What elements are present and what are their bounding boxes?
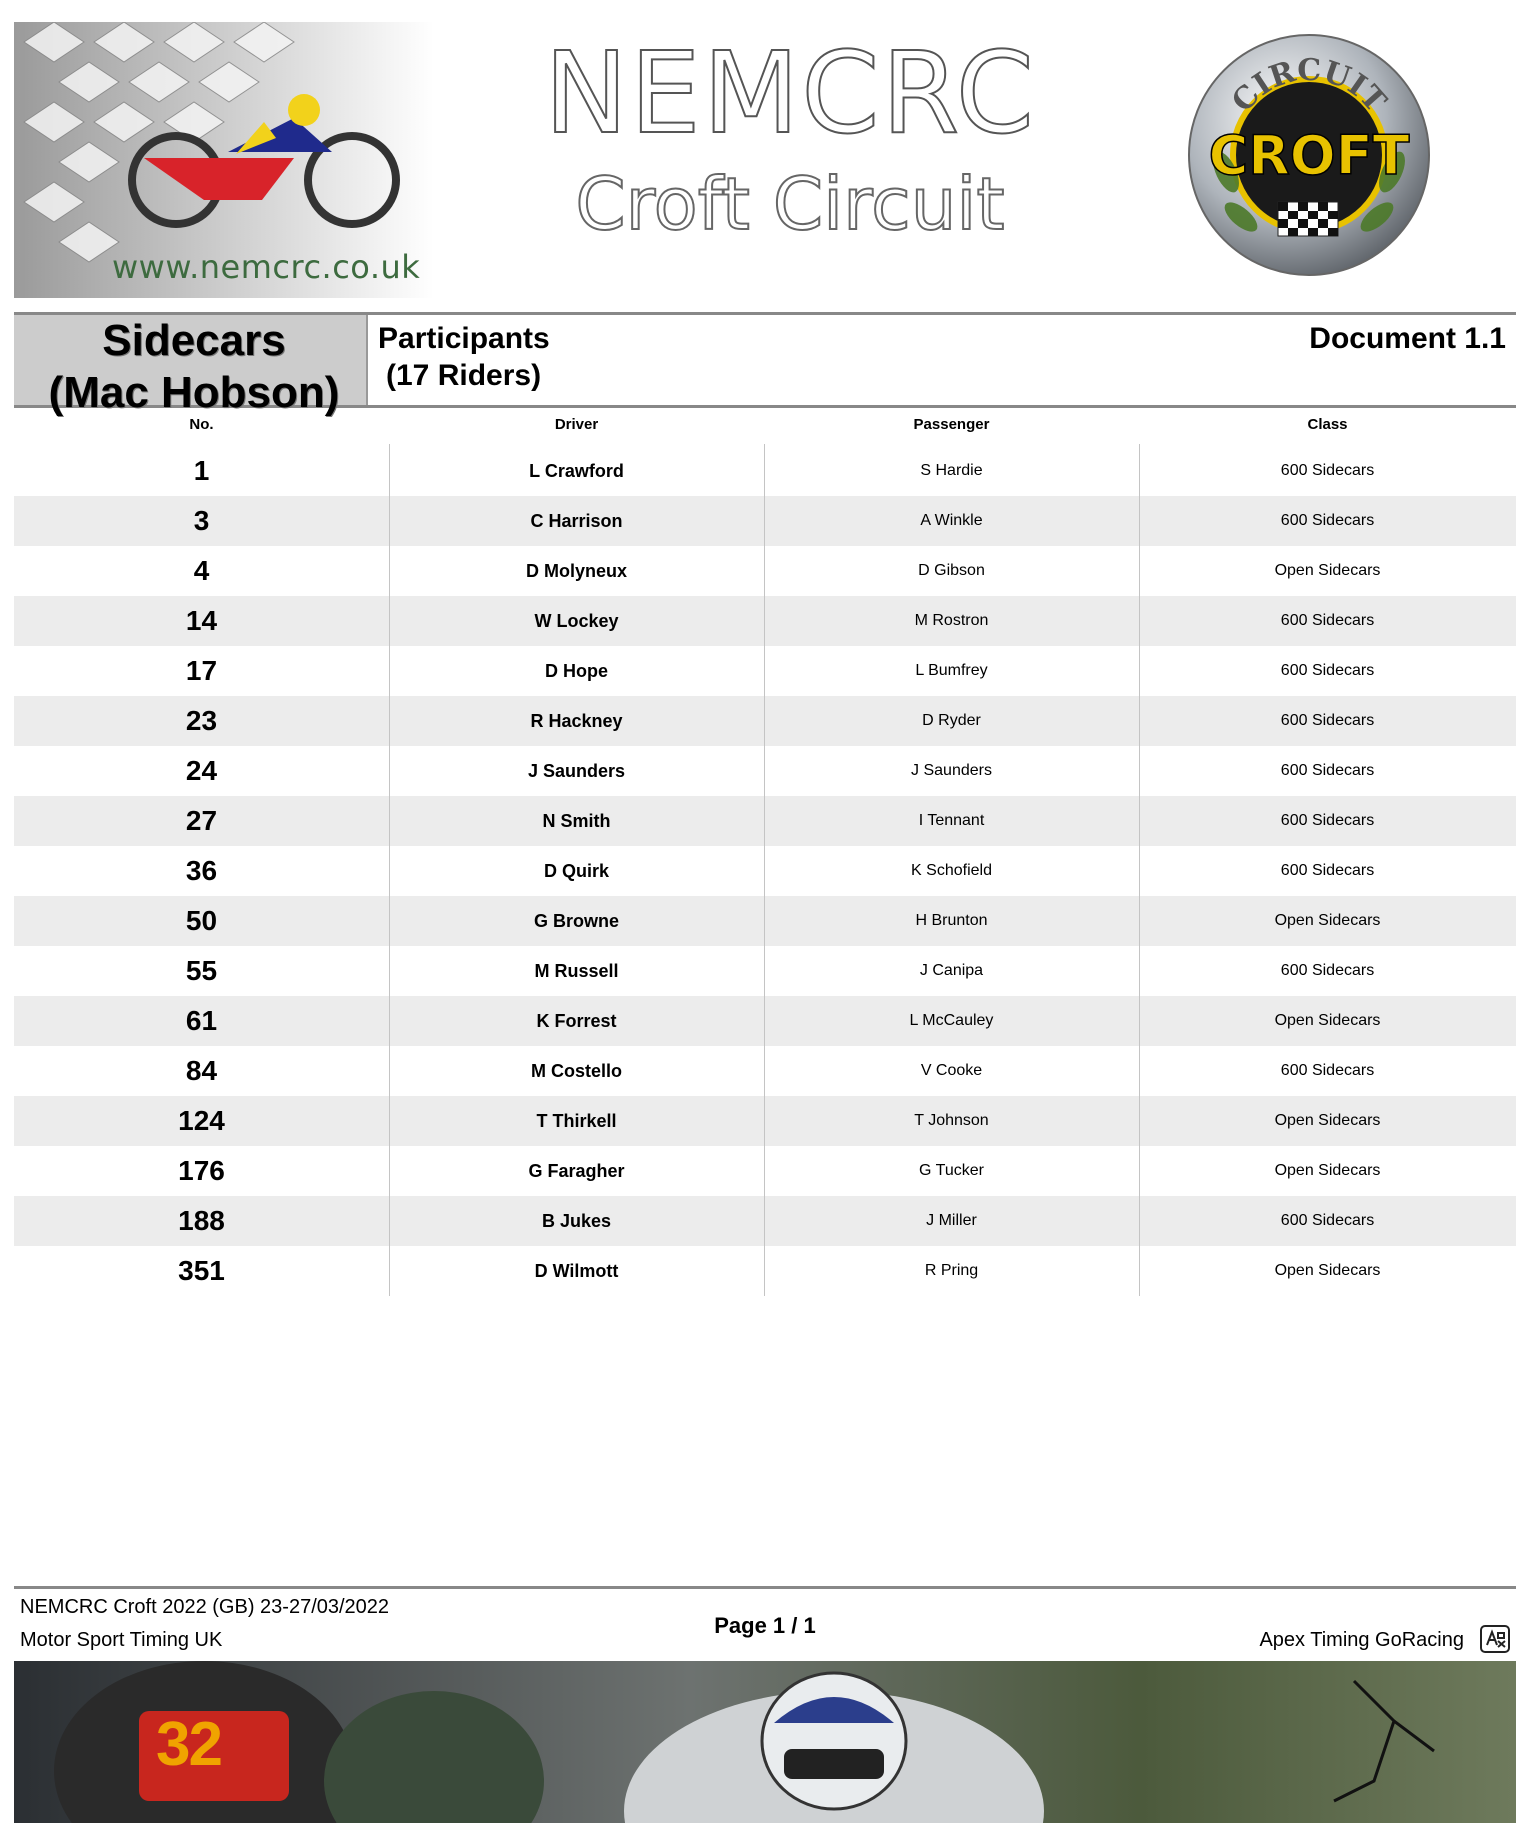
croft-ring-text: CIRCUIT bbox=[1225, 52, 1393, 120]
table-body bbox=[14, 446, 1516, 1296]
driver-name: M Russell bbox=[534, 961, 619, 981]
footer-timing-line: Motor Sport Timing UK bbox=[20, 1629, 223, 1651]
driver-name: D Quirk bbox=[543, 861, 609, 881]
table-row bbox=[14, 746, 1516, 796]
passenger-name: L Bumfrey bbox=[915, 662, 988, 679]
event-name: Sidecars (Mac Hobson) bbox=[48, 316, 340, 417]
table-row bbox=[14, 646, 1516, 696]
croft-logo bbox=[1186, 32, 1432, 278]
driver-name: L Crawford bbox=[529, 461, 624, 481]
nemcrc-logo bbox=[14, 22, 434, 298]
table-row bbox=[14, 996, 1516, 1046]
class-name: 600 Sidecars bbox=[1280, 712, 1375, 729]
table-row bbox=[14, 896, 1516, 946]
class-name: 600 Sidecars bbox=[1280, 812, 1375, 829]
passenger-name: K Schofield bbox=[911, 862, 992, 879]
passenger-name: J Canipa bbox=[919, 962, 984, 979]
passenger-name: D Ryder bbox=[922, 712, 981, 729]
class-name: 600 Sidecars bbox=[1280, 512, 1375, 529]
title-row bbox=[14, 312, 1516, 417]
rider-number: 84 bbox=[185, 1055, 218, 1086]
column-divider bbox=[1139, 444, 1140, 1296]
driver-name: D Wilmott bbox=[534, 1261, 619, 1281]
class-name: 600 Sidecars bbox=[1280, 462, 1375, 479]
class-name: Open Sidecars bbox=[1274, 1112, 1381, 1129]
column-divider bbox=[389, 444, 390, 1296]
table-row bbox=[14, 1196, 1516, 1246]
driver-name: D Molyneux bbox=[525, 561, 627, 581]
driver-name: W Lockey bbox=[534, 611, 619, 631]
driver-name: N Smith bbox=[542, 811, 611, 831]
rider-number: 351 bbox=[178, 1255, 225, 1286]
table-row bbox=[14, 496, 1516, 546]
passenger-name: H Brunton bbox=[915, 912, 988, 929]
croft-logo-text: CROFT bbox=[1208, 124, 1410, 187]
column-header-driver: Driver bbox=[554, 416, 599, 433]
passenger-name: R Pring bbox=[924, 1262, 979, 1279]
rider-number: 14 bbox=[185, 605, 218, 636]
table-row bbox=[14, 1146, 1516, 1196]
column-divider bbox=[764, 444, 765, 1296]
table-row bbox=[14, 596, 1516, 646]
header-banner bbox=[0, 0, 1536, 310]
rider-number: 61 bbox=[185, 1005, 218, 1036]
passenger-name: M Rostron bbox=[914, 612, 989, 629]
rider-number: 23 bbox=[185, 705, 218, 736]
rider-number: 1 bbox=[193, 455, 210, 486]
class-name: 600 Sidecars bbox=[1280, 612, 1375, 629]
document-title: Participants bbox=[378, 322, 550, 355]
driver-name: M Costello bbox=[530, 1061, 622, 1081]
rider-number: 24 bbox=[185, 755, 218, 786]
page-number: Page 1 / 1 bbox=[714, 1613, 816, 1638]
column-header-no: No. bbox=[189, 416, 214, 433]
driver-name: C Harrison bbox=[530, 511, 623, 531]
circuit-title: Croft Circuit bbox=[575, 162, 1005, 246]
rider-number: 55 bbox=[185, 955, 218, 986]
rider-number: 176 bbox=[178, 1155, 225, 1186]
class-name: 600 Sidecars bbox=[1280, 1062, 1375, 1079]
table-row bbox=[14, 1096, 1516, 1146]
table-row bbox=[14, 946, 1516, 996]
passenger-name: A Winkle bbox=[920, 512, 983, 529]
rider-number: 17 bbox=[185, 655, 218, 686]
race-photo-image bbox=[14, 1661, 1516, 1823]
website-url: www.nemcrc.co.uk bbox=[112, 248, 421, 286]
document-version: Document 1.1 bbox=[1309, 322, 1506, 355]
class-name: Open Sidecars bbox=[1274, 1162, 1381, 1179]
passenger-name: J Saunders bbox=[911, 762, 992, 779]
passenger-name: T Johnson bbox=[914, 1112, 989, 1129]
rider-number: 50 bbox=[185, 905, 218, 936]
event-box bbox=[14, 315, 368, 417]
driver-name: R Hackney bbox=[530, 711, 623, 731]
table-header bbox=[14, 406, 1516, 446]
rider-count: (17 Riders) bbox=[386, 359, 542, 392]
passenger-name: I Tennant bbox=[918, 812, 985, 829]
rider-number: 27 bbox=[185, 805, 218, 836]
driver-name: G Browne bbox=[533, 911, 619, 931]
croft-badge-icon bbox=[1186, 32, 1432, 278]
class-name: Open Sidecars bbox=[1274, 562, 1381, 579]
rider-number: 124 bbox=[178, 1105, 225, 1136]
table-row bbox=[14, 696, 1516, 746]
apex-logo-icon bbox=[1480, 1625, 1510, 1653]
table-row bbox=[14, 796, 1516, 846]
driver-name: D Hope bbox=[545, 661, 608, 681]
participants-table bbox=[14, 406, 1516, 1296]
class-name: Open Sidecars bbox=[1274, 1262, 1381, 1279]
driver-name: G Faragher bbox=[528, 1161, 625, 1181]
class-name: 600 Sidecars bbox=[1280, 762, 1375, 779]
table-row bbox=[14, 546, 1516, 596]
class-name: 600 Sidecars bbox=[1280, 662, 1375, 679]
table-row bbox=[14, 846, 1516, 896]
table-row bbox=[14, 1246, 1516, 1296]
footer-photo bbox=[14, 1661, 1516, 1823]
driver-name: T Thirkell bbox=[536, 1111, 617, 1131]
driver-name: B Jukes bbox=[541, 1211, 612, 1231]
organiser-title: NEMCRC bbox=[544, 29, 1036, 159]
class-name: 600 Sidecars bbox=[1280, 1212, 1375, 1229]
class-name: 600 Sidecars bbox=[1280, 962, 1375, 979]
page-footer bbox=[14, 1586, 1516, 1664]
passenger-name: S Hardie bbox=[920, 462, 983, 479]
passenger-name: D Gibson bbox=[918, 562, 985, 579]
class-name: Open Sidecars bbox=[1274, 1012, 1381, 1029]
sidecar-race-number: 32 bbox=[156, 1710, 221, 1779]
rider-number: 36 bbox=[185, 855, 218, 886]
passenger-name: V Cooke bbox=[920, 1062, 983, 1079]
rider-number: 3 bbox=[193, 505, 210, 536]
footer-event-line: NEMCRC Croft 2022 (GB) 23-27/03/2022 bbox=[20, 1596, 390, 1618]
class-name: Open Sidecars bbox=[1274, 912, 1381, 929]
table-row bbox=[14, 446, 1516, 496]
column-header-passenger: Passenger bbox=[913, 416, 990, 433]
table-row bbox=[14, 1046, 1516, 1096]
rider-number: 4 bbox=[193, 555, 210, 586]
class-name: 600 Sidecars bbox=[1280, 862, 1375, 879]
driver-name: K Forrest bbox=[536, 1011, 617, 1031]
passenger-name: L McCauley bbox=[909, 1012, 994, 1029]
driver-name: J Saunders bbox=[527, 761, 626, 781]
rider-number: 188 bbox=[178, 1205, 225, 1236]
column-header-class: Class bbox=[1307, 416, 1348, 433]
apex-timing-credit: Apex Timing GoRacing bbox=[1259, 1629, 1464, 1651]
passenger-name: J Miller bbox=[926, 1212, 977, 1229]
checkered-flag-icon bbox=[1278, 202, 1338, 236]
passenger-name: G Tucker bbox=[919, 1162, 984, 1179]
